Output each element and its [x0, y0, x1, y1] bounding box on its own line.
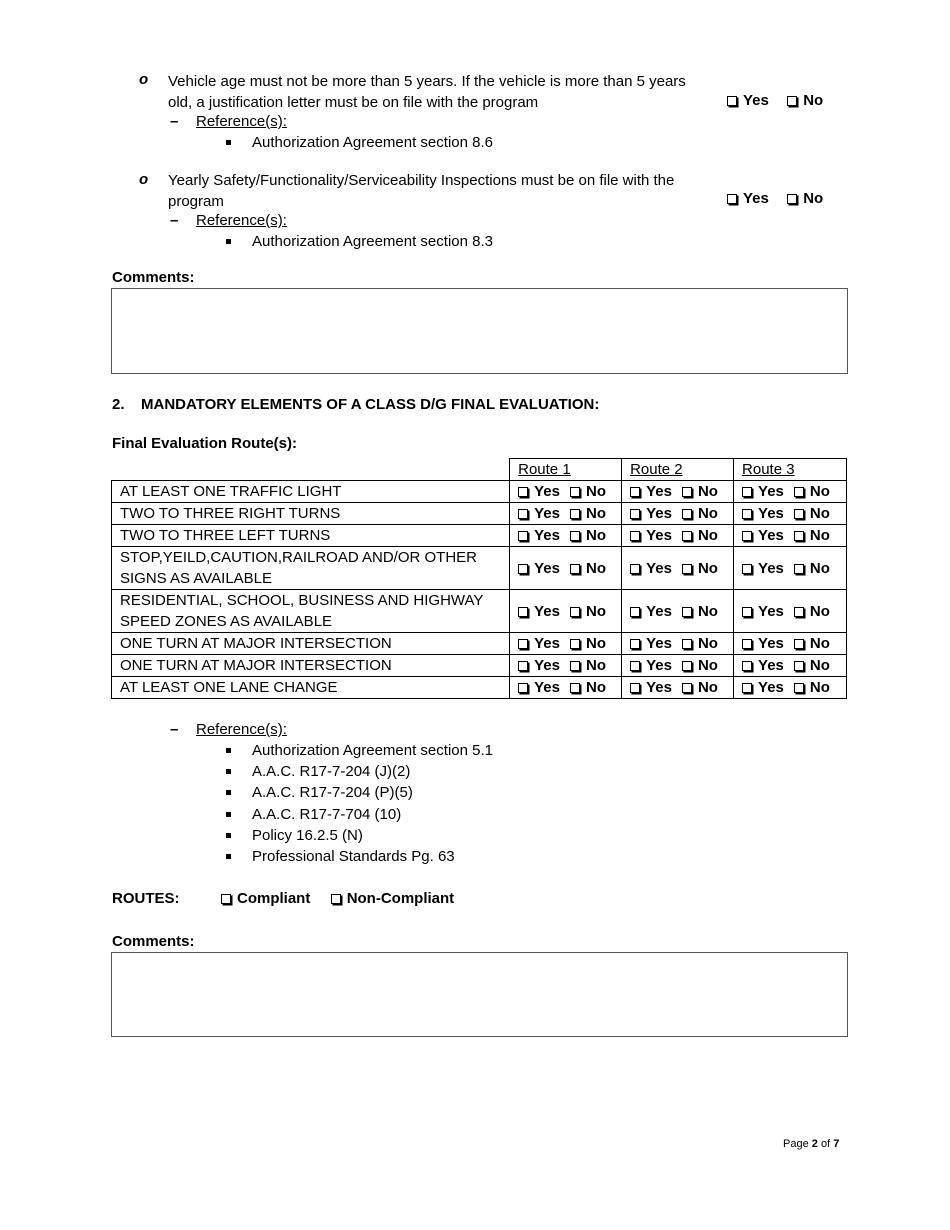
- no-checkbox[interactable]: No: [794, 527, 830, 544]
- route-2-yes-no: [622, 590, 734, 633]
- criterion-line: ONE TURN AT MAJOR INTERSECTION: [120, 657, 392, 674]
- reference-item: A.A.C. R17-7-204 (J)(2): [252, 763, 411, 781]
- route-1-yes-no: [510, 677, 622, 699]
- checkbox-icon: [518, 661, 528, 671]
- section-number: 2.: [112, 396, 125, 413]
- table-row: [112, 633, 847, 655]
- route-2-yes-no: [622, 503, 734, 525]
- reference-label: Reference(s):: [196, 721, 287, 738]
- square-bullet-icon: [226, 790, 231, 795]
- no-checkbox[interactable]: No: [682, 657, 718, 674]
- table-row: [112, 525, 847, 547]
- reference-item: A.A.C. R17-7-704 (10): [252, 805, 402, 823]
- criterion-cell: [112, 547, 510, 590]
- checkbox-icon: [682, 661, 692, 671]
- checkbox-icon: [518, 639, 528, 649]
- no-checkbox[interactable]: No: [682, 560, 718, 577]
- criterion-cell: [112, 525, 510, 547]
- no-checkbox[interactable]: No: [794, 635, 830, 652]
- table-row: [112, 547, 847, 590]
- checkbox-icon: [518, 509, 528, 519]
- checkbox-icon: [630, 487, 640, 497]
- yes-checkbox[interactable]: Yes: [630, 635, 672, 652]
- routes-label: Final Evaluation Route(s):: [112, 435, 298, 452]
- checkbox-icon: [331, 894, 341, 904]
- yes-checkbox[interactable]: Yes: [518, 657, 560, 674]
- no-checkbox[interactable]: No: [570, 527, 606, 544]
- criterion-line: STOP,YEILD,CAUTION,RAILROAD AND/OR OTHER: [120, 549, 478, 566]
- yes-checkbox[interactable]: Yes: [742, 657, 784, 674]
- comments-textarea[interactable]: [111, 288, 848, 374]
- checkbox-icon: [742, 487, 752, 497]
- checkbox-icon: [630, 564, 640, 574]
- yes-checkbox[interactable]: Yes: [742, 483, 784, 500]
- checkbox-icon: [682, 487, 692, 497]
- comments-label: Comments:: [112, 269, 195, 286]
- checkbox-icon: [742, 661, 752, 671]
- yes-checkbox[interactable]: Yes: [518, 527, 560, 544]
- yes-no-choice: [727, 190, 823, 207]
- yes-checkbox[interactable]: Yes: [630, 527, 672, 544]
- table-row: [112, 503, 847, 525]
- reference-item: Authorization Agreement section 5.1: [252, 742, 493, 759]
- checkbox-icon: [630, 683, 640, 693]
- yes-checkbox[interactable]: Yes: [742, 505, 784, 522]
- square-bullet-icon: [226, 854, 231, 859]
- checkbox-icon: [570, 487, 580, 497]
- table-row: [112, 677, 847, 699]
- yes-checkbox[interactable]: Yes: [518, 679, 560, 696]
- route-1-yes-no: [510, 655, 622, 677]
- no-checkbox[interactable]: No: [794, 560, 830, 577]
- checkbox-icon: [518, 683, 528, 693]
- checkbox-icon: [570, 661, 580, 671]
- yes-checkbox[interactable]: Yes: [518, 505, 560, 522]
- checkbox-icon: [682, 531, 692, 541]
- checkbox-icon: [518, 607, 528, 617]
- checkbox-icon: [742, 683, 752, 693]
- checkbox-icon: [630, 639, 640, 649]
- route-2-yes-no: [622, 547, 734, 590]
- no-checkbox[interactable]: No: [570, 635, 606, 652]
- checkbox-icon: [518, 487, 528, 497]
- square-bullet-icon: [226, 239, 231, 244]
- square-bullet-icon: [226, 833, 231, 838]
- checkbox-icon: [570, 607, 580, 617]
- route-1-yes-no: [510, 590, 622, 633]
- checkbox-icon: [570, 531, 580, 541]
- compliant-checkbox[interactable]: Compliant: [221, 890, 310, 907]
- route-1-yes-no: [510, 633, 622, 655]
- criterion-line: SIGNS AS AVAILABLE: [120, 570, 273, 587]
- comments-label: Comments:: [112, 933, 195, 950]
- checkbox-icon: [742, 639, 752, 649]
- route-3-yes-no: [734, 655, 847, 677]
- no-checkbox[interactable]: No: [570, 679, 606, 696]
- reference-item: Authorization Agreement section 8.6: [252, 134, 493, 151]
- checkbox-icon: [787, 194, 797, 204]
- checkbox-icon: [630, 607, 640, 617]
- square-bullet-icon: [226, 769, 231, 774]
- checkbox-icon: [794, 487, 804, 497]
- checkbox-icon: [727, 96, 737, 106]
- route-2-yes-no: [622, 655, 734, 677]
- reference-item: Authorization Agreement section 8.3: [252, 233, 493, 250]
- no-checkbox[interactable]: No: [570, 603, 606, 620]
- requirement-line: program: [168, 193, 224, 210]
- checkbox-icon: [630, 661, 640, 671]
- bullet-o-icon: o: [139, 71, 149, 88]
- checkbox-icon: [682, 683, 692, 693]
- criterion-line: AT LEAST ONE TRAFFIC LIGHT: [120, 483, 342, 500]
- criterion-cell: [112, 655, 510, 677]
- no-checkbox[interactable]: No: [570, 560, 606, 577]
- yes-checkbox[interactable]: Yes: [518, 560, 560, 577]
- checkbox-icon: [682, 607, 692, 617]
- yes-checkbox[interactable]: Yes: [742, 603, 784, 620]
- criterion-cell: [112, 633, 510, 655]
- no-checkbox[interactable]: No: [794, 657, 830, 674]
- route-header: Route 1: [510, 459, 622, 481]
- yes-checkbox[interactable]: Yes: [518, 483, 560, 500]
- checkbox-icon: [794, 607, 804, 617]
- route-3-yes-no: [734, 525, 847, 547]
- section-heading: MANDATORY ELEMENTS OF A CLASS D/G FINAL EVALUATION:: [141, 396, 600, 413]
- reference-item: Professional Standards Pg. 63: [252, 848, 455, 865]
- route-1-yes-no: [510, 525, 622, 547]
- yes-checkbox[interactable]: Yes: [630, 505, 672, 522]
- reference-label: Reference(s):: [196, 113, 287, 130]
- checkbox-icon: [630, 531, 640, 541]
- checkbox-icon: [794, 509, 804, 519]
- table-row: [112, 655, 847, 677]
- reference-label: Reference(s):: [196, 212, 287, 229]
- route-1-yes-no: [510, 503, 622, 525]
- requirement-text: [168, 170, 674, 212]
- yes-checkbox[interactable]: Yes: [742, 679, 784, 696]
- criterion-line: AT LEAST ONE LANE CHANGE: [120, 679, 338, 696]
- criterion-cell: [112, 590, 510, 633]
- checkbox-icon: [682, 509, 692, 519]
- yes-checkbox[interactable]: Yes: [630, 483, 672, 500]
- checkbox-icon: [794, 661, 804, 671]
- square-bullet-icon: [226, 812, 231, 817]
- no-checkbox[interactable]: No: [794, 603, 830, 620]
- no-checkbox[interactable]: No: [682, 527, 718, 544]
- dash-bullet-icon: –: [170, 212, 179, 229]
- checkbox-icon: [518, 531, 528, 541]
- yes-checkbox[interactable]: Yes: [727, 190, 769, 207]
- yes-checkbox[interactable]: Yes: [742, 527, 784, 544]
- checkbox-icon: [570, 683, 580, 693]
- yes-checkbox[interactable]: Yes: [518, 635, 560, 652]
- route-3-yes-no: [734, 590, 847, 633]
- yes-checkbox[interactable]: Yes: [742, 560, 784, 577]
- no-checkbox[interactable]: No: [794, 505, 830, 522]
- checkbox-icon: [518, 564, 528, 574]
- criterion-cell: [112, 677, 510, 699]
- criterion-line: ONE TURN AT MAJOR INTERSECTION: [120, 635, 392, 652]
- yes-no-choice: [727, 92, 823, 109]
- route-2-yes-no: [622, 633, 734, 655]
- checkbox-icon: [794, 531, 804, 541]
- no-checkbox[interactable]: No: [570, 505, 606, 522]
- criterion-cell: [112, 481, 510, 503]
- routes-table: [111, 458, 847, 699]
- checkbox-icon: [682, 564, 692, 574]
- route-3-yes-no: [734, 503, 847, 525]
- yes-checkbox[interactable]: Yes: [518, 603, 560, 620]
- no-checkbox[interactable]: No: [787, 92, 823, 109]
- reference-item: Policy 16.2.5 (N): [252, 826, 363, 844]
- yes-checkbox[interactable]: Yes: [742, 635, 784, 652]
- table-header-row: [112, 459, 847, 481]
- criterion-line: TWO TO THREE LEFT TURNS: [120, 527, 331, 544]
- square-bullet-icon: [226, 748, 231, 753]
- criterion-line: SPEED ZONES AS AVAILABLE: [120, 613, 333, 630]
- yes-checkbox[interactable]: Yes: [630, 603, 672, 620]
- checkbox-icon: [570, 509, 580, 519]
- route-2-yes-no: [622, 525, 734, 547]
- criterion-line: RESIDENTIAL, SCHOOL, BUSINESS AND HIGHWAY: [120, 592, 484, 609]
- yes-checkbox[interactable]: Yes: [630, 560, 672, 577]
- yes-checkbox[interactable]: Yes: [630, 679, 672, 696]
- no-checkbox[interactable]: No: [570, 657, 606, 674]
- requirement-line: Vehicle age must not be more than 5 years. If the vehicle is more than 5 years: [168, 73, 686, 90]
- page-number: Page 2 of 7: [783, 1138, 840, 1150]
- bullet-o-icon: o: [139, 171, 149, 188]
- header-empty-cell: [112, 459, 510, 481]
- checkbox-icon: [794, 639, 804, 649]
- checkbox-icon: [221, 894, 231, 904]
- checkbox-icon: [570, 639, 580, 649]
- checkbox-icon: [742, 509, 752, 519]
- no-checkbox[interactable]: No: [570, 483, 606, 500]
- route-2-yes-no: [622, 481, 734, 503]
- no-checkbox[interactable]: No: [794, 679, 830, 696]
- no-checkbox[interactable]: No: [682, 483, 718, 500]
- comments-textarea[interactable]: [111, 952, 848, 1037]
- checkbox-icon: [742, 564, 752, 574]
- checkbox-icon: [630, 509, 640, 519]
- route-header: Route 3: [734, 459, 847, 481]
- routes-status-label: ROUTES:: [112, 890, 180, 907]
- no-checkbox[interactable]: No: [682, 635, 718, 652]
- route-3-yes-no: [734, 481, 847, 503]
- criterion-cell: [112, 503, 510, 525]
- dash-bullet-icon: –: [170, 721, 179, 738]
- checkbox-icon: [742, 531, 752, 541]
- route-3-yes-no: [734, 547, 847, 590]
- table-row: [112, 590, 847, 633]
- checkbox-icon: [794, 564, 804, 574]
- requirement-line: Yearly Safety/Functionality/Serviceability Inspections must be on file with the: [168, 172, 675, 189]
- yes-checkbox[interactable]: Yes: [630, 657, 672, 674]
- reference-item: A.A.C. R17-7-204 (P)(5): [252, 784, 413, 802]
- no-checkbox[interactable]: No: [682, 505, 718, 522]
- route-3-yes-no: [734, 633, 847, 655]
- no-checkbox[interactable]: No: [682, 603, 718, 620]
- no-checkbox[interactable]: No: [787, 190, 823, 207]
- criterion-line: TWO TO THREE RIGHT TURNS: [120, 505, 341, 522]
- non-compliant-checkbox[interactable]: Non-Compliant: [331, 890, 454, 907]
- square-bullet-icon: [226, 140, 231, 145]
- checkbox-icon: [570, 564, 580, 574]
- dash-bullet-icon: –: [170, 113, 179, 130]
- yes-checkbox[interactable]: Yes: [727, 92, 769, 109]
- requirement-text: [168, 71, 686, 113]
- checkbox-icon: [727, 194, 737, 204]
- route-header: Route 2: [622, 459, 734, 481]
- checkbox-icon: [787, 96, 797, 106]
- checkbox-icon: [742, 607, 752, 617]
- route-3-yes-no: [734, 677, 847, 699]
- checkbox-icon: [794, 683, 804, 693]
- route-1-yes-no: [510, 547, 622, 590]
- checkbox-icon: [682, 639, 692, 649]
- no-checkbox[interactable]: No: [794, 483, 830, 500]
- no-checkbox[interactable]: No: [682, 679, 718, 696]
- table-row: [112, 481, 847, 503]
- requirement-line: old, a justification letter must be on file with the program: [168, 94, 539, 111]
- compliance-choice: [221, 890, 454, 907]
- route-1-yes-no: [510, 481, 622, 503]
- route-2-yes-no: [622, 677, 734, 699]
